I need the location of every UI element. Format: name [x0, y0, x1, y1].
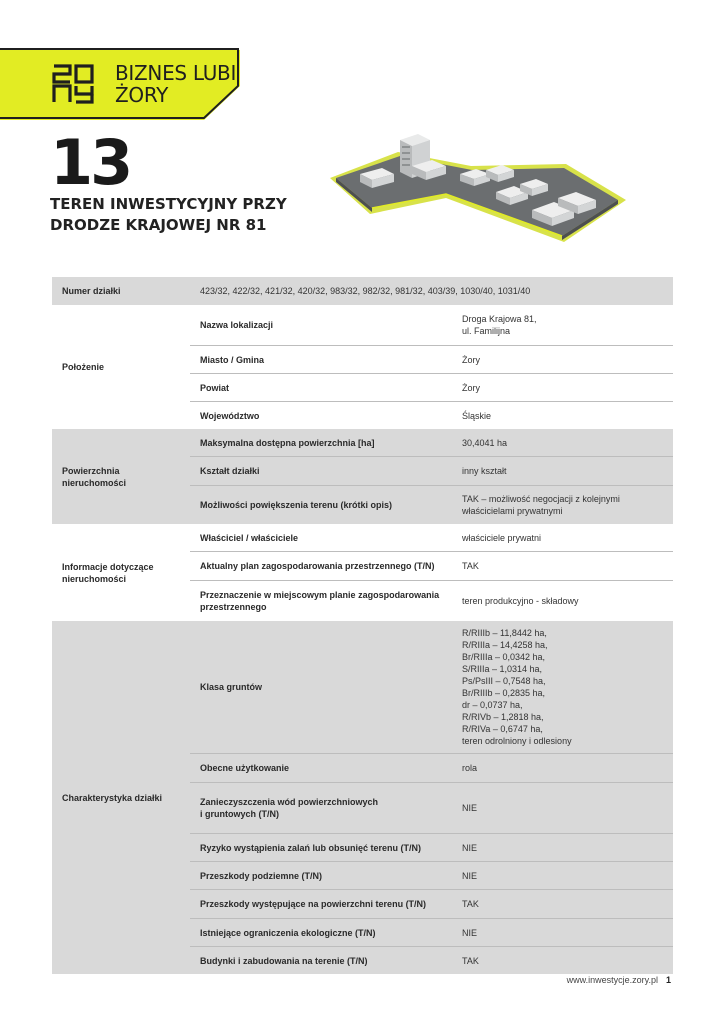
- row-value-line: R/RIIIa – 14,4258 ha,: [462, 640, 548, 650]
- row-value-line: dr – 0,0737 ha,: [462, 700, 523, 710]
- row-value-line: R/RIVa – 0,6747 ha,: [462, 724, 543, 734]
- row-value-soil-classes: [452, 621, 673, 754]
- row-value: 30,4041 ha: [452, 429, 673, 457]
- table-row: [52, 621, 673, 754]
- row-value: NIE: [452, 783, 673, 834]
- category-location: Położenie: [62, 362, 105, 372]
- row-label: Budynki i zabudowania na terenie (T/N): [190, 947, 452, 975]
- row-label: Powiat: [190, 374, 452, 402]
- row-value: Śląskie: [462, 410, 492, 421]
- offer-number: 13: [50, 126, 131, 199]
- row-value: NIE: [452, 834, 673, 862]
- footer-url[interactable]: www.inwestycje.zory.pl: [566, 975, 658, 985]
- row-label: Województwo: [200, 410, 260, 421]
- table-row: [52, 524, 673, 552]
- row-value: TAK: [452, 890, 673, 919]
- row-value: TAK: [452, 947, 673, 975]
- row-label: Przeszkody podziemne (T/N): [190, 862, 452, 890]
- row-label: Możliwości powiększenia terenu (krótki opis): [190, 486, 452, 525]
- brand-line-1: BIZNES LUBI: [115, 61, 237, 85]
- row-value: teren produkcyjno - składowy: [462, 596, 579, 606]
- site-render-image: [326, 122, 626, 250]
- row-label: [190, 581, 452, 622]
- row-value: rola: [452, 754, 673, 783]
- row-label: Aktualny plan zagospodarowania przestrzennego (T/N): [190, 552, 452, 581]
- row-label-line: Przeznaczenie w miejscowym planie zagospodarowania: [200, 590, 440, 600]
- row-label: Przeszkody występujące na powierzchni terenu (T/N): [190, 890, 452, 919]
- row-label: Obecne użytkowanie: [190, 754, 452, 783]
- category-characteristics: Charakterystyka działki: [52, 621, 190, 974]
- page-title: [50, 194, 287, 236]
- row-value: [452, 305, 673, 346]
- title-line-1: TEREN INWESTYCYJNY PRZY: [50, 195, 287, 213]
- row-label: Właściciel / właściciele: [190, 524, 452, 552]
- row-value: [452, 486, 673, 525]
- row-label: Kształt działki: [190, 457, 452, 486]
- row-value: Żory: [452, 346, 673, 374]
- row-label: Ryzyko wystąpienia zalań lub obsunięć terenu (T/N): [190, 834, 452, 862]
- category-line: Powierzchnia: [62, 465, 120, 476]
- row-label: Miasto / Gmina: [190, 346, 452, 374]
- row-value-line: Droga Krajowa 81,: [462, 314, 537, 324]
- zory-logo-icon: [52, 62, 96, 106]
- row-label: Klasa gruntów: [190, 621, 452, 754]
- row-value-line: R/RIVb – 1,2818 ha,: [462, 712, 544, 722]
- row-label: Maksymalna dostępna powierzchnia [ha]: [190, 429, 452, 457]
- page-number: 1: [665, 975, 671, 985]
- row-value-line: Br/RIIIa – 0,0342 ha,: [462, 652, 546, 662]
- brand-name: [115, 62, 236, 106]
- row-label: [190, 783, 452, 834]
- brand-line-2: ŻORY: [115, 83, 169, 107]
- row-value-line: właścicielami prywatnymi: [462, 506, 563, 516]
- table-row: [52, 429, 673, 457]
- row-value-line: Ps/PsIII – 0,7548 ha,: [462, 676, 546, 686]
- row-value: właściciele prywatni: [452, 524, 673, 552]
- row-value: Żory: [452, 374, 673, 402]
- title-line-2: DRODZE KRAJOWEJ NR 81: [50, 216, 267, 234]
- row-value: NIE: [452, 862, 673, 890]
- property-spec-table: [52, 277, 673, 974]
- row-value: NIE: [452, 919, 673, 947]
- row-value: inny kształt: [452, 457, 673, 486]
- row-label-line: przestrzennego: [200, 602, 267, 612]
- row-label-line: Zanieczyszczenia wód powierzchniowych: [200, 797, 379, 807]
- row-value-line: R/RIIIb – 11,8442 ha,: [462, 628, 547, 638]
- page-footer: [567, 975, 671, 985]
- row-value-line: TAK – możliwość negocjacji z kolejnymi: [462, 494, 620, 504]
- row-label-line: i gruntowych (T/N): [200, 809, 279, 819]
- category-line: nieruchomości: [62, 477, 127, 488]
- category-line: nieruchomości: [62, 573, 127, 584]
- row-value-line: teren odrolniony i odlesiony: [462, 736, 572, 746]
- row-value: TAK: [452, 552, 673, 581]
- table-row: [52, 305, 673, 346]
- row-label: Nazwa lokalizacji: [190, 305, 452, 346]
- row-value-line: S/RIIIa – 1,0314 ha,: [462, 664, 543, 674]
- category-property: [52, 524, 190, 621]
- row-label: Istniejące ograniczenia ekologiczne (T/N): [190, 919, 452, 947]
- table-row-plot-number: [52, 277, 673, 305]
- plot-number-value: 423/32, 422/32, 421/32, 420/32, 983/32, 982/32, 981/32, 403/39, 1030/40, 1031/40: [190, 277, 673, 305]
- row-value-line: ul. Familijna: [462, 326, 511, 336]
- category-line: Informacje dotyczące: [62, 561, 154, 572]
- plot-number-label: Numer działki: [52, 277, 190, 305]
- row-value-line: Br/RIIIb – 0,2835 ha,: [462, 688, 546, 698]
- category-area: [52, 429, 190, 524]
